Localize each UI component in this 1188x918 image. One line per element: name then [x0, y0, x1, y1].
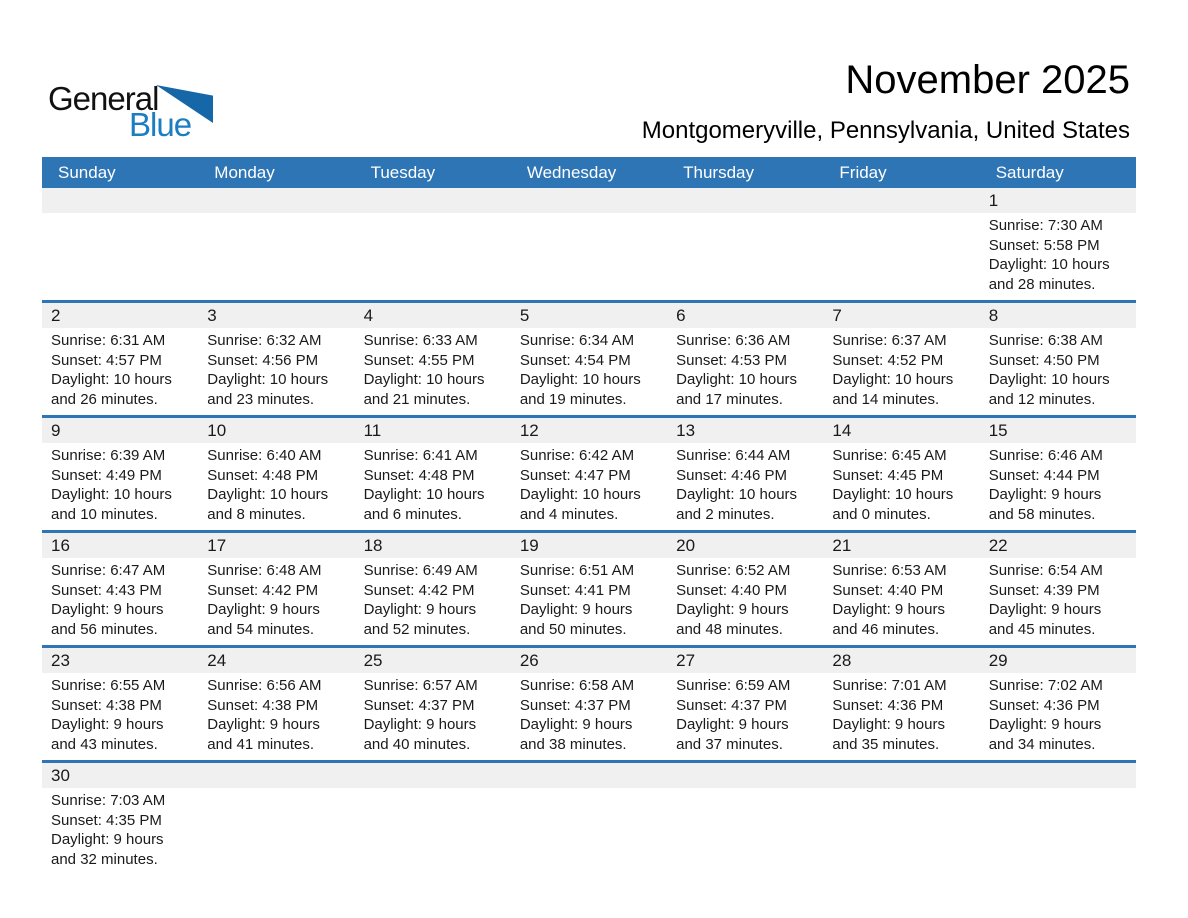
- empty-day-cell: [511, 763, 667, 875]
- day-details: [198, 788, 354, 875]
- day-details: [355, 328, 511, 415]
- weekday-header-row: [42, 157, 1136, 188]
- day-number-band: [823, 533, 979, 558]
- day-cell: [980, 188, 1136, 300]
- general-blue-logo: [48, 80, 238, 152]
- empty-day-cell: [823, 763, 979, 875]
- detail-line: Daylight: 10 hours: [519, 486, 641, 503]
- detail-line: Sunrise: 6:55 AM: [51, 677, 166, 694]
- detail-line: and 26 minutes.: [51, 390, 158, 408]
- day-number-band: [823, 188, 979, 213]
- detail-line: and 58 minutes.: [988, 505, 1096, 523]
- day-details: [198, 443, 354, 530]
- day-number-band: [42, 533, 198, 558]
- detail-line: Sunrise: 6:38 AM: [988, 332, 1103, 349]
- day-cell: [980, 418, 1136, 530]
- detail-line: and 8 minutes.: [207, 505, 306, 523]
- day-number-band: [42, 188, 198, 213]
- detail-line: Sunrise: 6:48 AM: [207, 562, 322, 579]
- empty-day-cell: [823, 188, 979, 300]
- day-cell: [42, 418, 198, 530]
- detail-line: Sunset: 4:50 PM: [988, 351, 1100, 369]
- day-details: [511, 788, 667, 875]
- detail-line: Sunset: 4:40 PM: [676, 581, 788, 599]
- day-details: [667, 443, 823, 530]
- detail-line: Sunset: 4:56 PM: [207, 351, 319, 369]
- day-details: [667, 328, 823, 415]
- day-details: [823, 558, 979, 645]
- day-number-band: [980, 648, 1136, 673]
- detail-line: Sunset: 4:48 PM: [207, 466, 319, 484]
- page-title: November 2025: [845, 58, 1130, 102]
- day-number-band: [667, 648, 823, 673]
- day-number: 15: [988, 420, 1008, 440]
- day-details: [667, 213, 823, 300]
- empty-day-cell: [511, 188, 667, 300]
- detail-line: Sunrise: 6:40 AM: [207, 447, 322, 464]
- day-number-band: [980, 533, 1136, 558]
- day-number: 21: [832, 535, 852, 555]
- day-number-band: [198, 303, 354, 328]
- detail-line: and 6 minutes.: [363, 505, 462, 523]
- detail-line: Sunrise: 6:54 AM: [988, 562, 1103, 579]
- day-number: 27: [676, 650, 696, 670]
- detail-line: Sunrise: 6:56 AM: [207, 677, 322, 694]
- detail-line: and 45 minutes.: [988, 620, 1096, 638]
- detail-line: Daylight: 10 hours: [51, 486, 172, 503]
- day-cell: [511, 533, 667, 645]
- day-number-band: [823, 763, 979, 788]
- day-number: 13: [676, 420, 696, 440]
- day-cell: [42, 763, 198, 875]
- day-number-band: [667, 303, 823, 328]
- detail-line: Sunrise: 6:47 AM: [51, 562, 166, 579]
- detail-line: Daylight: 9 hours: [832, 601, 945, 618]
- day-number-band: [823, 418, 979, 443]
- day-details: [980, 673, 1136, 760]
- day-cell: [42, 533, 198, 645]
- day-number: 29: [988, 650, 1008, 670]
- empty-day-cell: [667, 188, 823, 300]
- detail-line: and 34 minutes.: [988, 735, 1096, 753]
- day-details: [511, 443, 667, 530]
- detail-line: Sunset: 4:57 PM: [51, 351, 162, 369]
- day-details: [823, 673, 979, 760]
- day-number: 3: [207, 305, 217, 325]
- day-number-band: [198, 418, 354, 443]
- day-details: [511, 328, 667, 415]
- detail-line: Daylight: 9 hours: [988, 486, 1102, 503]
- detail-line: Sunset: 4:46 PM: [676, 466, 788, 484]
- empty-day-cell: [42, 188, 198, 300]
- day-number-band: [980, 418, 1136, 443]
- detail-line: Sunrise: 6:39 AM: [51, 447, 166, 464]
- detail-line: and 0 minutes.: [832, 505, 931, 523]
- detail-line: Daylight: 9 hours: [207, 601, 320, 618]
- week-row: [42, 645, 1136, 760]
- day-number-band: [511, 418, 667, 443]
- day-cell: [355, 418, 511, 530]
- detail-line: Daylight: 10 hours: [676, 486, 798, 503]
- detail-line: Sunset: 4:35 PM: [51, 811, 162, 829]
- day-number-band: [355, 303, 511, 328]
- detail-line: Daylight: 10 hours: [207, 486, 329, 503]
- detail-line: Daylight: 9 hours: [519, 601, 633, 618]
- day-cell: [198, 303, 354, 415]
- week-row: [42, 415, 1136, 530]
- day-details: [823, 443, 979, 530]
- day-number-band: [511, 533, 667, 558]
- weekday-label: Tuesday: [370, 162, 436, 182]
- detail-line: Sunset: 4:38 PM: [51, 696, 162, 714]
- day-number-band: [198, 648, 354, 673]
- day-cell: [667, 303, 823, 415]
- detail-line: Sunset: 4:36 PM: [988, 696, 1100, 714]
- day-number-band: [511, 188, 667, 213]
- empty-day-cell: [355, 188, 511, 300]
- empty-day-cell: [355, 763, 511, 875]
- detail-line: Sunrise: 6:57 AM: [363, 677, 478, 694]
- detail-line: Sunset: 4:53 PM: [676, 351, 788, 369]
- detail-line: Daylight: 10 hours: [363, 486, 485, 503]
- day-cell: [511, 418, 667, 530]
- detail-line: and 56 minutes.: [51, 620, 158, 638]
- day-details: [667, 673, 823, 760]
- detail-line: Sunrise: 6:53 AM: [832, 562, 947, 579]
- detail-line: and 46 minutes.: [832, 620, 940, 638]
- day-number-band: [355, 533, 511, 558]
- detail-line: Sunrise: 6:46 AM: [988, 447, 1103, 464]
- day-details: [667, 558, 823, 645]
- detail-line: Daylight: 9 hours: [51, 716, 164, 733]
- detail-line: Daylight: 10 hours: [988, 371, 1110, 388]
- day-cell: [667, 533, 823, 645]
- day-number: 12: [519, 420, 539, 440]
- day-cell: [667, 418, 823, 530]
- day-number-band: [198, 763, 354, 788]
- day-details: [198, 213, 354, 300]
- detail-line: Sunrise: 7:02 AM: [988, 677, 1103, 694]
- detail-line: and 32 minutes.: [51, 850, 158, 868]
- detail-line: and 28 minutes.: [988, 275, 1096, 293]
- day-details: [355, 673, 511, 760]
- detail-line: and 41 minutes.: [207, 735, 315, 753]
- detail-line: Sunset: 4:49 PM: [51, 466, 162, 484]
- location-subtitle: Montgomeryville, Pennsylvania, United States: [641, 117, 1130, 144]
- day-number-band: [198, 533, 354, 558]
- day-details: [42, 673, 198, 760]
- detail-line: Daylight: 10 hours: [832, 371, 954, 388]
- day-details: [980, 443, 1136, 530]
- detail-line: and 14 minutes.: [832, 390, 940, 408]
- detail-line: Daylight: 10 hours: [363, 371, 485, 388]
- detail-line: and 4 minutes.: [519, 505, 619, 523]
- detail-line: Sunrise: 6:32 AM: [207, 332, 322, 349]
- detail-line: Sunset: 4:40 PM: [832, 581, 944, 599]
- empty-day-cell: [198, 763, 354, 875]
- day-number: 25: [363, 650, 383, 670]
- detail-line: Sunrise: 6:36 AM: [676, 332, 791, 349]
- day-number: 7: [832, 305, 842, 325]
- week-row: [42, 300, 1136, 415]
- day-details: [511, 213, 667, 300]
- detail-line: Daylight: 9 hours: [832, 716, 945, 733]
- day-number-band: [355, 648, 511, 673]
- day-number: 17: [207, 535, 227, 555]
- detail-line: Sunrise: 6:49 AM: [363, 562, 478, 579]
- weekday-label: Saturday: [995, 162, 1064, 182]
- detail-line: Daylight: 9 hours: [51, 831, 164, 848]
- day-number-band: [42, 648, 198, 673]
- day-number: 8: [988, 305, 999, 325]
- day-cell: [980, 533, 1136, 645]
- detail-line: Sunset: 4:44 PM: [988, 466, 1100, 484]
- day-cell: [355, 533, 511, 645]
- day-number: 1: [988, 190, 999, 210]
- detail-line: Sunset: 4:45 PM: [832, 466, 944, 484]
- day-number-band: [42, 763, 198, 788]
- day-number: 30: [51, 765, 70, 785]
- day-cell: [823, 533, 979, 645]
- weekday-label: Friday: [839, 162, 887, 182]
- detail-line: Sunset: 4:42 PM: [363, 581, 475, 599]
- day-number-band: [42, 418, 198, 443]
- detail-line: Sunset: 4:52 PM: [832, 351, 944, 369]
- day-details: [42, 443, 198, 530]
- detail-line: Daylight: 10 hours: [832, 486, 954, 503]
- day-details: [355, 558, 511, 645]
- day-details: [980, 328, 1136, 415]
- day-cell: [355, 648, 511, 760]
- day-number: 10: [207, 420, 227, 440]
- detail-line: and 38 minutes.: [519, 735, 627, 753]
- day-number-band: [198, 188, 354, 213]
- empty-day-cell: [198, 188, 354, 300]
- detail-line: Daylight: 9 hours: [676, 601, 789, 618]
- detail-line: Sunrise: 6:44 AM: [676, 447, 791, 464]
- detail-line: and 37 minutes.: [676, 735, 783, 753]
- detail-line: Daylight: 9 hours: [988, 716, 1102, 733]
- detail-line: Daylight: 10 hours: [676, 371, 798, 388]
- day-number-band: [42, 303, 198, 328]
- detail-line: and 48 minutes.: [676, 620, 783, 638]
- day-number-band: [355, 188, 511, 213]
- day-number: 22: [988, 535, 1008, 555]
- calendar-table: [42, 157, 1136, 875]
- detail-line: and 17 minutes.: [676, 390, 783, 408]
- day-cell: [198, 533, 354, 645]
- day-details: [42, 788, 198, 875]
- detail-line: Daylight: 9 hours: [519, 716, 633, 733]
- logo-word-blue: Blue: [129, 106, 192, 143]
- day-cell: [823, 418, 979, 530]
- detail-line: and 12 minutes.: [988, 390, 1096, 408]
- detail-line: Sunset: 4:37 PM: [676, 696, 788, 714]
- weekday-label: Wednesday: [526, 162, 617, 182]
- detail-line: Sunset: 4:41 PM: [519, 581, 631, 599]
- day-cell: [42, 303, 198, 415]
- day-details: [511, 558, 667, 645]
- detail-line: Daylight: 10 hours: [988, 256, 1110, 273]
- detail-line: and 10 minutes.: [51, 505, 158, 523]
- detail-line: Daylight: 10 hours: [207, 371, 329, 388]
- detail-line: Sunrise: 7:03 AM: [51, 792, 166, 809]
- day-cell: [980, 648, 1136, 760]
- detail-line: Sunrise: 6:59 AM: [676, 677, 791, 694]
- day-number: 5: [519, 305, 530, 325]
- day-cell: [198, 418, 354, 530]
- detail-line: Sunset: 4:47 PM: [519, 466, 631, 484]
- detail-line: Sunrise: 7:30 AM: [988, 217, 1103, 234]
- day-details: [355, 213, 511, 300]
- detail-line: Daylight: 10 hours: [519, 371, 641, 388]
- detail-line: Sunrise: 6:41 AM: [363, 447, 478, 464]
- detail-line: and 35 minutes.: [832, 735, 940, 753]
- day-details: [198, 328, 354, 415]
- detail-line: Sunrise: 6:52 AM: [676, 562, 791, 579]
- detail-line: and 40 minutes.: [363, 735, 471, 753]
- day-number-band: [667, 418, 823, 443]
- detail-line: Sunset: 4:55 PM: [363, 351, 475, 369]
- day-cell: [511, 648, 667, 760]
- detail-line: Daylight: 9 hours: [988, 601, 1102, 618]
- day-number-band: [667, 188, 823, 213]
- empty-day-cell: [980, 763, 1136, 875]
- day-details: [511, 673, 667, 760]
- day-number: 26: [519, 650, 539, 670]
- day-details: [198, 558, 354, 645]
- day-details: [667, 788, 823, 875]
- day-cell: [823, 303, 979, 415]
- day-details: [980, 788, 1136, 875]
- day-number-band: [355, 763, 511, 788]
- day-details: [355, 443, 511, 530]
- detail-line: Sunrise: 6:33 AM: [363, 332, 478, 349]
- day-number: 19: [519, 535, 539, 555]
- detail-line: Sunset: 4:42 PM: [207, 581, 319, 599]
- day-cell: [667, 648, 823, 760]
- detail-line: and 52 minutes.: [363, 620, 471, 638]
- detail-line: Sunset: 4:48 PM: [363, 466, 475, 484]
- day-number: 18: [363, 535, 383, 555]
- detail-line: Sunset: 4:37 PM: [519, 696, 631, 714]
- detail-line: Sunrise: 6:31 AM: [51, 332, 166, 349]
- day-number: 6: [676, 305, 686, 325]
- detail-line: Sunset: 4:36 PM: [832, 696, 944, 714]
- day-number-band: [823, 303, 979, 328]
- detail-line: Daylight: 9 hours: [363, 601, 477, 618]
- empty-day-cell: [667, 763, 823, 875]
- day-number: 14: [832, 420, 852, 440]
- detail-line: Daylight: 10 hours: [51, 371, 172, 388]
- day-number-band: [667, 533, 823, 558]
- weekday-label: Thursday: [683, 162, 754, 182]
- detail-line: Sunset: 4:54 PM: [519, 351, 631, 369]
- weekday-label: Sunday: [58, 162, 116, 182]
- day-cell: [42, 648, 198, 760]
- detail-line: Sunset: 5:58 PM: [988, 236, 1100, 254]
- day-number-band: [980, 763, 1136, 788]
- detail-line: Sunset: 4:39 PM: [988, 581, 1100, 599]
- calendar-weeks: [42, 188, 1136, 875]
- day-number-band: [980, 303, 1136, 328]
- day-number: 28: [832, 650, 852, 670]
- detail-line: Sunrise: 7:01 AM: [832, 677, 947, 694]
- day-number-band: [511, 303, 667, 328]
- day-cell: [198, 648, 354, 760]
- week-row: [42, 760, 1136, 875]
- day-details: [42, 558, 198, 645]
- detail-line: Daylight: 9 hours: [51, 601, 164, 618]
- detail-line: Daylight: 9 hours: [363, 716, 477, 733]
- week-row: [42, 530, 1136, 645]
- detail-line: and 23 minutes.: [207, 390, 315, 408]
- detail-line: Sunset: 4:38 PM: [207, 696, 319, 714]
- detail-line: Daylight: 9 hours: [676, 716, 789, 733]
- day-number-band: [667, 763, 823, 788]
- day-details: [42, 213, 198, 300]
- day-number-band: [511, 763, 667, 788]
- day-number: 4: [363, 305, 374, 325]
- day-number-band: [511, 648, 667, 673]
- detail-line: Sunrise: 6:45 AM: [832, 447, 947, 464]
- day-number: 24: [207, 650, 227, 670]
- day-number: 20: [676, 535, 696, 555]
- detail-line: and 50 minutes.: [519, 620, 627, 638]
- detail-line: and 54 minutes.: [207, 620, 315, 638]
- detail-line: and 19 minutes.: [519, 390, 627, 408]
- logo-word-general: General: [48, 80, 159, 117]
- detail-line: Sunrise: 6:51 AM: [519, 562, 635, 579]
- detail-line: Sunrise: 6:42 AM: [519, 447, 635, 464]
- day-details: [980, 558, 1136, 645]
- detail-line: Daylight: 9 hours: [207, 716, 320, 733]
- day-number: 11: [363, 420, 382, 440]
- day-details: [823, 788, 979, 875]
- detail-line: and 2 minutes.: [676, 505, 775, 523]
- detail-line: and 21 minutes.: [363, 390, 471, 408]
- day-details: [823, 328, 979, 415]
- week-row: [42, 188, 1136, 300]
- day-number-band: [980, 188, 1136, 213]
- day-number-band: [823, 648, 979, 673]
- weekday-label: Monday: [214, 162, 275, 182]
- day-details: [42, 328, 198, 415]
- day-number: 16: [51, 535, 70, 555]
- day-cell: [511, 303, 667, 415]
- detail-line: Sunrise: 6:58 AM: [519, 677, 635, 694]
- day-details: [355, 788, 511, 875]
- detail-line: Sunset: 4:43 PM: [51, 581, 162, 599]
- day-number: 9: [51, 420, 61, 440]
- detail-line: Sunrise: 6:34 AM: [519, 332, 635, 349]
- day-details: [198, 673, 354, 760]
- day-number: 23: [51, 650, 70, 670]
- day-cell: [980, 303, 1136, 415]
- day-details: [823, 213, 979, 300]
- day-cell: [823, 648, 979, 760]
- day-cell: [355, 303, 511, 415]
- day-number-band: [355, 418, 511, 443]
- detail-line: Sunset: 4:37 PM: [363, 696, 475, 714]
- day-details: [980, 213, 1136, 300]
- detail-line: Sunrise: 6:37 AM: [832, 332, 947, 349]
- detail-line: and 43 minutes.: [51, 735, 158, 753]
- day-number: 2: [51, 305, 61, 325]
